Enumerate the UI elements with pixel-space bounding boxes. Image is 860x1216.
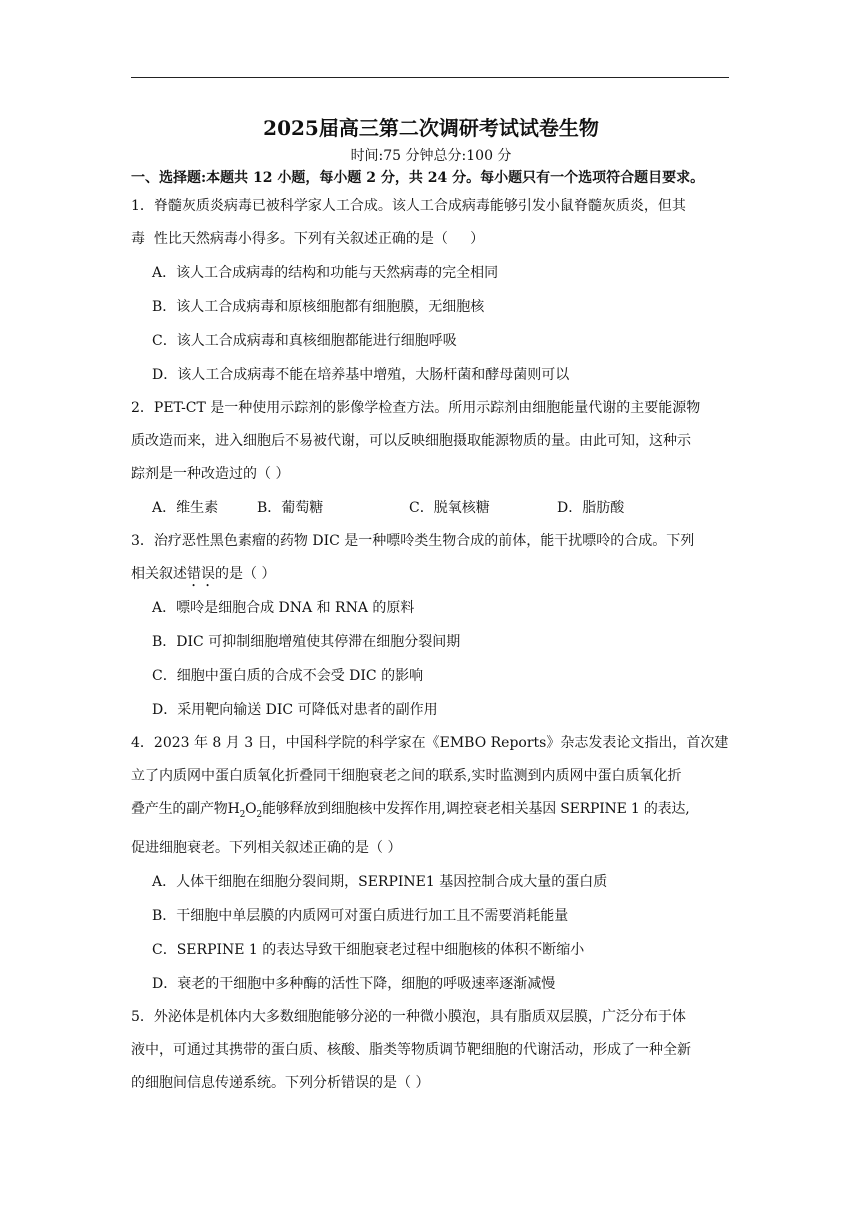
- stem-text: 能够释放到细胞核中发挥作用,调控衰老相关基因 SERPINE 1 的表达,: [261, 801, 690, 817]
- exam-page: [131, 112, 731, 1100]
- question-stem: 3．治疗恶性黑色素瘤的药物 DIC 是一种嘌呤类生物合成的前体，能干扰嘌呤的合成。下列: [131, 533, 695, 549]
- stem-text: 相关叙述: [131, 566, 187, 582]
- question-stem: 踪剂是一种改造过的（ ）: [131, 466, 290, 482]
- stem-text: O: [245, 801, 257, 817]
- option-c: C．SERPINE 1 的表达导致干细胞衰老过程中细胞核的体积不断缩小: [152, 941, 585, 958]
- option-d: D．衰老的干细胞中多种酶的活性下降，细胞的呼吸速率逐渐减慢: [152, 975, 556, 992]
- stem-text: 叠产生的副产物H: [131, 801, 240, 817]
- option-d: D．该人工合成病毒不能在培养基中增殖，大肠杆菌和酵母菌则可以: [152, 367, 570, 383]
- subscript: 2: [256, 809, 262, 820]
- option-a: A．人体干细胞在细胞分裂间期，SERPINE1 基因控制合成大量的蛋白质: [152, 873, 608, 890]
- question-stem: 液中，可通过其携带的蛋白质、核酸、脂类等物质调节靶细胞的代谢活动，形成了一种全新: [131, 1041, 691, 1058]
- question-stem: 1．脊髓灰质炎病毒已被科学家人工合成。该人工合成病毒能够引发小鼠脊髓灰质炎，但其: [131, 198, 686, 214]
- question-2: [131, 392, 731, 525]
- question-stem: 5．外泌体是机体内大多数细胞能够分泌的一种微小膜泡，具有脂质双层膜，广泛分布于体: [131, 1008, 686, 1025]
- subscript: 2: [239, 809, 246, 820]
- option-d: D．采用靶向输送 DIC 可降低对患者的副作用: [152, 702, 438, 718]
- option-c: C．细胞中蛋白质的合成不会受 DIC 的影响: [152, 668, 424, 684]
- question-stem: 2．PET-CT 是一种使用示踪剂的影像学检查方法。所用示踪剂由细胞能量代谢的主要能源物: [131, 400, 701, 416]
- stem-text: 的是（ ）: [215, 566, 276, 582]
- question-stem: 毒 性比天然病毒小得多。下列有关叙述正确的是（ ）: [131, 231, 485, 247]
- question-5: [131, 1001, 731, 1100]
- question-1: [131, 190, 731, 392]
- question-stem: [131, 558, 731, 591]
- option-row: [152, 491, 731, 525]
- question-3: [131, 525, 731, 727]
- page-title: 2025届高三第二次调研考试试卷生物: [263, 116, 599, 140]
- option-c: C．该人工合成病毒和真核细胞都能进行细胞呼吸: [152, 333, 457, 349]
- question-stem: 立了内质网中蛋白质氧化折叠同干细胞衰老之间的联系,实时监测到内质网中蛋白质氧化折: [131, 768, 682, 784]
- option-d: D．脂肪酸: [557, 500, 625, 516]
- emphasized-word: 错误: [187, 566, 215, 582]
- question-stem: 质改造而来，进入细胞后不易被代谢，可以反映细胞摄取能源物质的量。由此可知，这种示: [131, 433, 691, 449]
- exam-time-info: 时间:75 分钟总分:100 分: [350, 148, 512, 164]
- option-b: B．葡萄糖: [257, 500, 324, 516]
- question-stem: [131, 793, 731, 832]
- option-a: A．维生素: [152, 500, 219, 516]
- question-4: [131, 727, 731, 1001]
- option-b: B．该人工合成病毒和原核细胞都有细胞膜，无细胞核: [152, 299, 485, 315]
- question-stem: 促进细胞衰老。下列相关叙述正确的是（ ）: [131, 839, 402, 856]
- option-b: B．DIC 可抑制细胞增殖使其停滞在细胞分裂间期: [152, 634, 461, 650]
- option-c: C．脱氧核糖: [409, 500, 490, 516]
- section-heading: 一、选择题:本题共 12 小题，每小题 2 分，共 24 分。每小题只有一个选项符合题目要求。: [131, 170, 705, 186]
- option-a: A．该人工合成病毒的结构和功能与天然病毒的完全相同: [152, 265, 499, 281]
- header-rule: [131, 77, 729, 78]
- option-b: B．干细胞中单层膜的内质网可对蛋白质进行加工且不需要消耗能量: [152, 907, 569, 924]
- option-a: A．嘌呤是细胞合成 DNA 和 RNA 的原料: [152, 600, 415, 616]
- question-stem: 4．2023 年 8 月 3 日，中国科学院的科学家在《EMBO Reports》杂志发表论文指出，首次建: [131, 735, 729, 751]
- question-stem: 的细胞间信息传递系统。下列分析错误的是（ ）: [131, 1074, 430, 1091]
